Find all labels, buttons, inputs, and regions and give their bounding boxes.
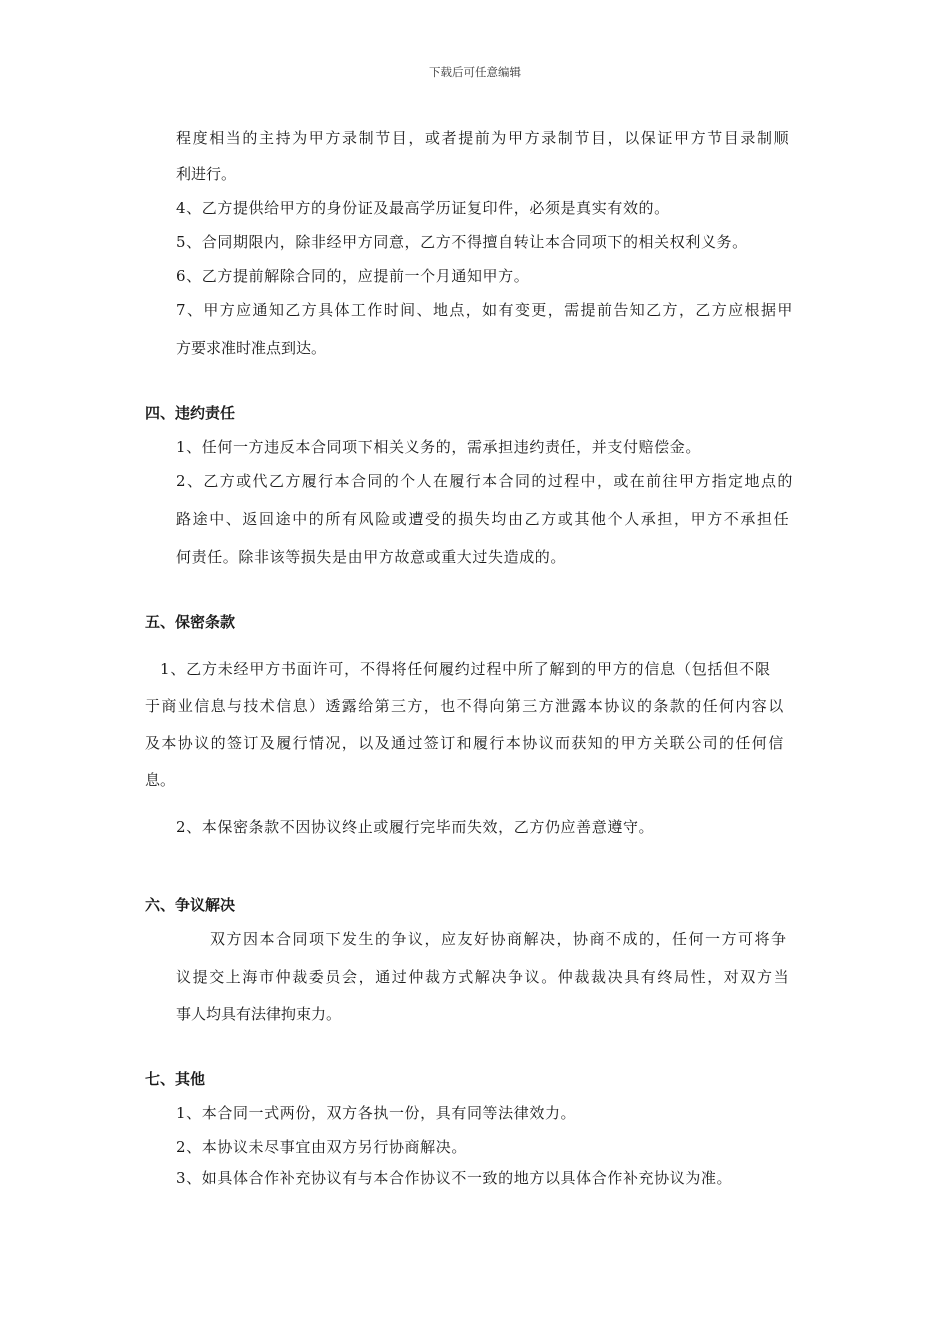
body-line: 1、本合同一式两份，双方各执一份，具有同等法律效力。 [176,1104,577,1122]
section-heading: 五、保密条款 [145,613,236,631]
body-line: 双方因本合同项下发生的争议，应友好协商解决，协商不成的，任何一方可将争 [210,930,788,948]
body-line: 事人均具有法律拘束力。 [176,1005,342,1023]
section-heading: 四、违约责任 [145,404,236,422]
body-line: 1、乙方未经甲方书面许可，不得将任何履约过程中所了解到的甲方的信息（包括但不限 [160,660,771,678]
body-line: 1、任何一方违反本合同项下相关义务的，需承担违约责任，并支付赔偿金。 [176,438,701,456]
body-line: 4、乙方提供给甲方的身份证及最高学历证复印件，必须是真实有效的。 [176,199,670,217]
page-header: 下载后可任意编辑 [429,65,521,79]
body-line: 息。 [145,771,176,789]
section-heading: 六、争议解决 [145,896,236,914]
body-line: 2、本保密条款不因协议终止或履行完毕而失效，乙方仍应善意遵守。 [176,818,655,836]
body-line: 及本协议的签订及履行情况，以及通过签订和履行本协议而获知的甲方关联公司的任何信 [145,734,785,752]
body-line: 于商业信息与技术信息）透露给第三方，也不得向第三方泄露本协议的条款的任何内容以 [145,697,785,715]
body-line: 2、本协议未尽事宜由双方另行协商解决。 [176,1138,467,1156]
body-line: 6、乙方提前解除合同的，应提前一个月通知甲方。 [176,267,530,285]
body-line: 2、乙方或代乙方履行本合同的个人在履行本合同的过程中，或在前往甲方指定地点的 [176,472,794,490]
section-heading: 七、其他 [145,1070,206,1088]
body-line: 路途中、返回途中的所有风险或遭受的损失均由乙方或其他个人承担，甲方不承担任 [176,510,791,528]
body-line: 何责任。除非该等损失是由甲方故意或重大过失造成的。 [176,548,567,566]
body-line: 3、如具体合作补充协议有与本合作协议不一致的地方以具体合作补充协议为准。 [176,1169,733,1187]
body-line: 议提交上海市仲裁委员会，通过仲裁方式解决争议。仲裁裁决具有终局性，对双方当 [176,968,791,986]
body-line: 7、甲方应通知乙方具体工作时间、地点，如有变更，需提前告知乙方，乙方应根据甲 [176,301,794,319]
body-line: 程度相当的主持为甲方录制节目，或者提前为甲方录制节目，以保证甲方节目录制顺 [176,129,791,147]
body-line: 5、合同期限内，除非经甲方同意，乙方不得擅自转让本合同项下的相关权利义务。 [176,233,748,251]
body-line: 利进行。 [176,165,237,183]
body-line: 方要求准时准点到达。 [176,339,327,357]
